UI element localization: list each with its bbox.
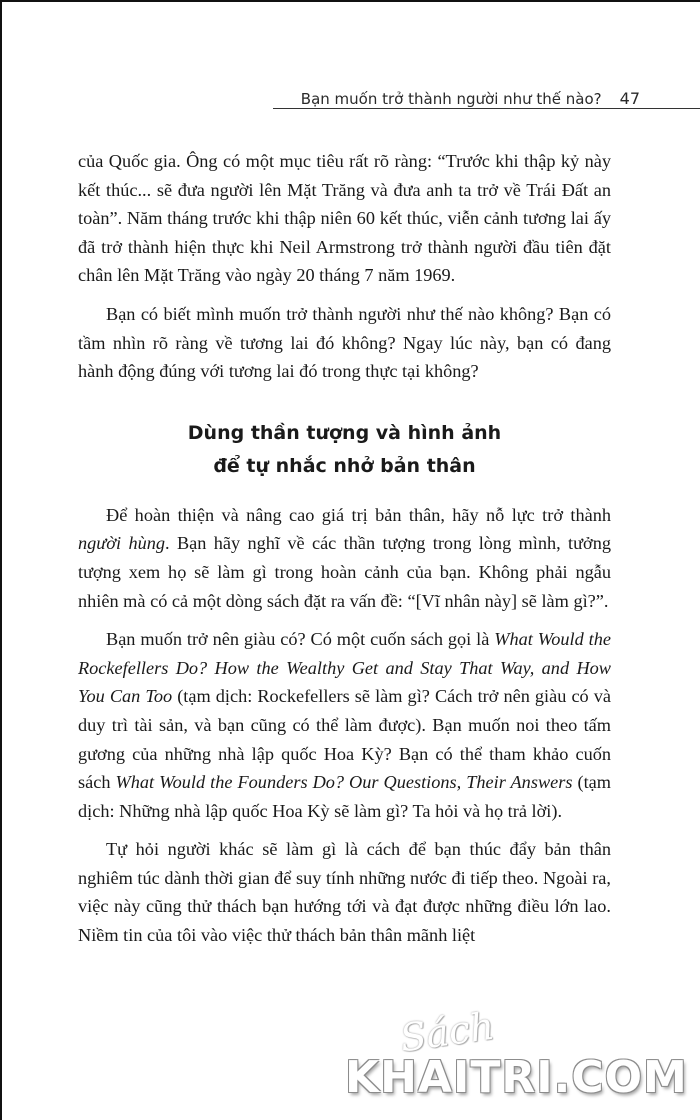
- paragraph-3-text-a: Để hoàn thiện và nâng cao giá trị bản thân, hãy nỗ lực trở thành: [106, 504, 611, 525]
- paragraph-2: Bạn có biết mình muốn trở thành người như thế nào không? Bạn có tầm nhìn rõ ràng về tương lai đó không? Ngay lúc này, bạn có đang hành động đúng với tương lai đó trong thực tại không?: [78, 303, 611, 382]
- header-rule: [273, 108, 700, 109]
- book-title-rockefellers: What Would the Rockefellers Do? How the Wealthy Get and Stay That Way, and How You Can Too: [78, 629, 611, 707]
- page-frame-top: [0, 0, 700, 2]
- paragraph-5: Tự hỏi người khác sẽ làm gì là cách để bạn thúc đẩy bản thân nghiêm túc dành thời gian để suy tính những nước đi tiếp theo. Ngoài ra, việc này cũng thử thách bạn hướng tới và đạt được những điều lớn lao. Niềm tin của tôi vào việc thử thách bản thân mãnh liệt: [78, 839, 611, 946]
- section-heading-line-1: Dùng thần tượng và hình ảnh: [187, 421, 502, 444]
- paragraph-3: [78, 501, 611, 615]
- book-title-founders: What Would the Founders Do? Our Questions, Their Answers: [115, 772, 573, 793]
- watermark-logo: [345, 1003, 695, 1115]
- page-number: 47: [619, 89, 640, 108]
- paragraph-4-text-a: Bạn muốn trở nên giàu có? Có một cuốn sách gọi là: [106, 629, 495, 650]
- section-heading: [78, 417, 611, 483]
- paragraph-3-emphasis: người hùng: [78, 533, 166, 554]
- body-text: [78, 147, 611, 950]
- paragraph-3-text-b: . Bạn hãy nghĩ về các thần tượng trong lòng mình, tưởng tượng xem họ sẽ làm gì trong hoàn cảnh của bạn. Không phải ngẫu nhiên mà có cả một dòng sách đặt ra vấn đề: “[Vĩ nhân này] sẽ làm gì?”.: [78, 533, 611, 611]
- paragraph-4-text-b: (tạm dịch: Rockefellers sẽ làm gì? Cách trở nên giàu có và duy trì tài sản, và bạn cũng có thể làm được). Bạn muốn noi theo tấm gương của những nhà lập quốc Hoa Kỳ? Bạn có thể tham khảo cuốn sách: [78, 686, 612, 793]
- page-frame-left: [0, 0, 2, 1120]
- paragraph-1: của Quốc gia. Ông có một mục tiêu rất rõ ràng: “Trước khi thập kỷ này kết thúc... sẽ đưa người lên Mặt Trăng và đưa anh ta trở về Trái Đất an toàn”. Năm tháng trước khi thập niên 60 kết thúc, viễn cảnh tương lai ấy đã trở thành hiện thực khi Neil Armstrong trở thành người đầu tiên đặt chân lên Mặt Trăng vào ngày 20 tháng 7 năm 1969.: [78, 151, 611, 286]
- watermark-brand: KHAITRI.COM: [345, 1052, 688, 1103]
- paragraph-4-text-c: (tạm dịch: Những nhà lập quốc Hoa Kỳ sẽ làm gì? Ta hỏi và họ trả lời).: [78, 772, 611, 821]
- section-heading-line-2: để tự nhắc nhở bản thân: [213, 454, 476, 477]
- paragraph-4: [78, 625, 611, 825]
- running-header: [301, 89, 640, 108]
- watermark-script: Sách: [397, 1003, 498, 1061]
- running-title: Bạn muốn trở thành người như thế nào?: [300, 90, 602, 108]
